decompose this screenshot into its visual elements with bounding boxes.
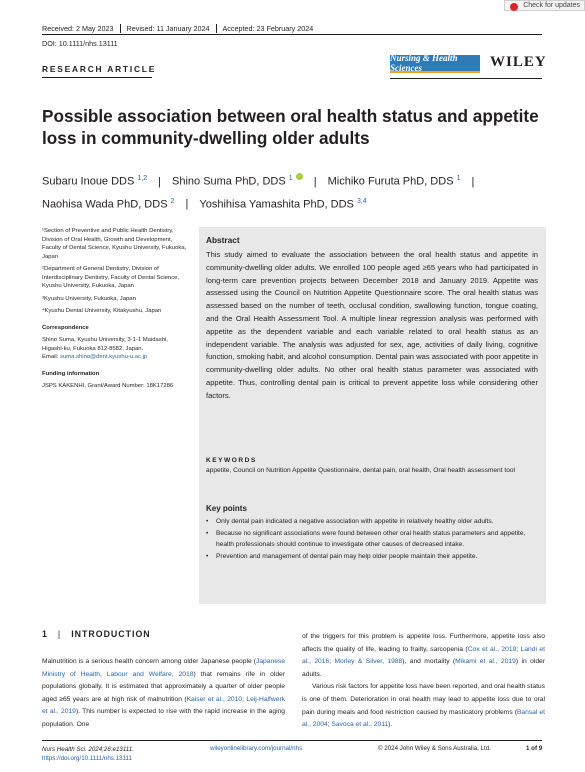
publisher-logo[interactable]: WILEY bbox=[490, 54, 547, 70]
section-separator: | bbox=[57, 629, 62, 639]
received-date: Received: 2 May 2023 bbox=[42, 24, 114, 33]
citation-link[interactable]: Landi et al., 2016 bbox=[302, 645, 545, 666]
list-item: • Only dental pain indicated a negative association with appetite in relatively healthy older adults. bbox=[206, 516, 538, 528]
body-text: ). This number is expected to rise with the rapid increase in the aging population. One bbox=[42, 708, 286, 728]
author-name[interactable]: Yoshihisa Yamashita PhD, DDS bbox=[199, 198, 354, 211]
citation-link[interactable]: Mikami et al., 2019 bbox=[455, 658, 516, 666]
citation-link[interactable]: Bansal et al., 2004 bbox=[302, 708, 545, 729]
author-name[interactable]: Shino Suma PhD, DDS bbox=[172, 175, 286, 188]
email-label: Email: bbox=[42, 354, 61, 360]
author-name[interactable]: Michiko Furuta PhD, DDS bbox=[327, 175, 454, 188]
author-affiliation-ref[interactable]: 1 bbox=[288, 175, 293, 182]
body-text: ; bbox=[516, 645, 521, 653]
list-item: • Because no significant associations were found between other oral health status parameters and appetite, health professionals should continue to investigate other causes of decreased intake. bbox=[206, 528, 538, 551]
intro-right-column bbox=[302, 631, 545, 732]
funding-heading: Funding information bbox=[42, 370, 100, 377]
doi-link[interactable]: https://doi.org/10.1111/nhs.13111 bbox=[42, 755, 132, 762]
author-affiliation-ref[interactable]: 3,4 bbox=[356, 197, 367, 205]
abstract-text: This study aimed to evaluate the association between the oral health status and appetite in community-dwelling older adults. We enrolled 100 people aged ≥65 years who had participated in long-term care prevention projects between December 2018 and January 2019. Appetite was assessed using the Council on Nutrition Appetite Questionnaire score. The oral health status was assessed based on the number of teeth, occlusal condition, swallowing function, tongue coating, and the Oral Health Assessment Tool. A multiple linear regression analysis was performed with appetite as the dependent variable and each variable related to oral health status as an independent variable. The analysis was adjusted for sex, age, activities of daily living, cognitive function, smoking habit, and alcohol consumption. Dental pain was associated with poor appetite in community-dwelling older adults. No other oral health status parameter was associated with appetite. Thus, controlling dental pain is critical to prevent appetite loss while considering other factors. bbox=[206, 250, 538, 400]
copyright: © 2024 John Wiley & Sons Australia, Ltd. bbox=[378, 745, 491, 752]
doi[interactable]: DOI: 10.1111/nhs.13111 bbox=[42, 39, 118, 48]
section-heading-introduction bbox=[42, 629, 151, 639]
citation-link[interactable]: Savoca et al., 2011 bbox=[331, 721, 389, 729]
author-affiliation-ref[interactable]: 1 bbox=[456, 175, 461, 182]
revised-date: Revised: 11 January 2024 bbox=[120, 24, 216, 33]
footer-citation bbox=[42, 745, 134, 763]
body-text: Malnutrition is a serious health concern among older Japanese people ( bbox=[42, 658, 256, 665]
header-divider bbox=[42, 34, 542, 35]
list-item: • Prevention and management of dental pain may help older people maintain their appetite. bbox=[206, 551, 538, 563]
body-text: ; bbox=[329, 658, 335, 666]
journal-logo[interactable]: Nursing & Health Sciences bbox=[390, 55, 480, 73]
citation-link[interactable]: Japanese Ministry of Health, Labour and Welfare, 2018 bbox=[42, 658, 285, 678]
body-text: of the triggers for this problem is appetite loss. Furthermore, appetite loss also affects the quality of life, leading to frailty, sarcopenia ( bbox=[302, 633, 545, 653]
article-type-underline bbox=[42, 77, 152, 78]
citation-text: Nurs Health Sci. 2024;26:e13111. bbox=[42, 746, 134, 753]
section-number: 1 bbox=[42, 629, 48, 639]
affiliation: ⁴Kyushu Dental University, Kitakyushu, Japan bbox=[42, 308, 162, 314]
body-text: ), and mortality ( bbox=[402, 658, 456, 666]
journal-link[interactable]: wileyonlinelibrary.com/journal/nhs bbox=[210, 745, 303, 752]
affiliations-column bbox=[42, 227, 187, 395]
citation-link[interactable]: Leij-Halfwerk et al., 2019 bbox=[42, 695, 286, 716]
check-for-updates-button[interactable]: Check for updates bbox=[504, 0, 585, 11]
author-affiliation-ref[interactable]: 1,2 bbox=[137, 175, 148, 182]
author-list: Subaru Inoue DDS $^{1,2}$ | Shino Suma PhD, DDS $^1$ | Michiko Furuta PhD, DDS $^1$ | Naohisa Wada PhD, DDS $^2$ | Yoshihisa Yamashita PhD, DDS $^{3,4}$ bbox=[42, 175, 475, 211]
body-text: Various risk factors for appetite loss have been reported, and oral health status is one of them. Deterioration in oral health may lead to appetite loss due to oral pain during meals and food restriction caused by masticatory problems ( bbox=[302, 683, 545, 716]
body-text: ) in older adults. bbox=[302, 658, 545, 678]
article-type: RESEARCH ARTICLE bbox=[42, 64, 157, 74]
abstract-heading: Abstract bbox=[206, 235, 240, 245]
body-text: ) that remains rife in older populations globally. It is estimated that approximately a quarter of older people aged ≥65 years are at high risk of malnutrition ( bbox=[42, 670, 285, 703]
citation-link[interactable]: Cox et al., 2019 bbox=[467, 645, 517, 653]
citation-link[interactable]: Morley & Silver, 1988 bbox=[334, 658, 403, 666]
article-title: Possible association between oral health status and appetite loss in community-dwelling older adults bbox=[42, 106, 539, 148]
key-points-list bbox=[206, 516, 538, 562]
intro-left-column bbox=[42, 656, 285, 732]
logo-underline bbox=[390, 78, 542, 79]
affiliation: ³Kyushu University, Fukuoka, Japan bbox=[42, 295, 136, 302]
keywords-heading: KEYWORDS bbox=[206, 457, 257, 464]
correspondence-text: Shino Suma, Kyushu University, 3-1-1 Maidashi, Higashi-ku, Fukuoka 812-8582, Japan. bbox=[42, 337, 168, 352]
author-name[interactable]: Naohisa Wada PhD, DDS bbox=[42, 198, 168, 211]
affiliation: ²Department of General Dentistry, Division of Interdisciplinary Dentistry, Faculty of Dental Science, Kyushu University, Fukuoka, Japan bbox=[42, 266, 180, 289]
accepted-date: Accepted: 23 February 2024 bbox=[216, 24, 320, 33]
email-link[interactable]: suma.shino@dent.kyushu-u.ac.jp bbox=[60, 354, 148, 360]
funding-text: JSPS KAKENHI, Grant/Award Number: 18K17286 bbox=[42, 383, 174, 389]
keywords-text: appetite, Council on Nutrition Appetite Questionnaire, dental pain, oral health, Oral health assessment tool bbox=[206, 467, 515, 474]
author-affiliation-ref[interactable]: 2 bbox=[170, 197, 175, 205]
body-text: ; bbox=[327, 721, 332, 729]
key-points-heading: Key points bbox=[206, 504, 247, 513]
section-title: INTRODUCTION bbox=[71, 629, 151, 639]
author-name[interactable]: Subaru Inoue DDS bbox=[42, 175, 135, 188]
article-dates bbox=[42, 24, 319, 33]
footer-divider bbox=[42, 740, 542, 741]
orcid-icon[interactable] bbox=[296, 173, 303, 180]
affiliation: ¹Section of Preventive and Public Health Dentistry, Division of Oral Health, Growth and Development, Faculty of Dental Science, Kyushu University, Fukuoka, Japan bbox=[42, 228, 187, 260]
citation-link[interactable]: Kaiser et al., 2010 bbox=[186, 695, 243, 703]
correspondence-heading: Correspondence bbox=[42, 324, 89, 331]
body-text: ). bbox=[388, 721, 393, 729]
body-text: ; bbox=[242, 695, 247, 703]
page-number: 1 of 9 bbox=[526, 745, 543, 752]
